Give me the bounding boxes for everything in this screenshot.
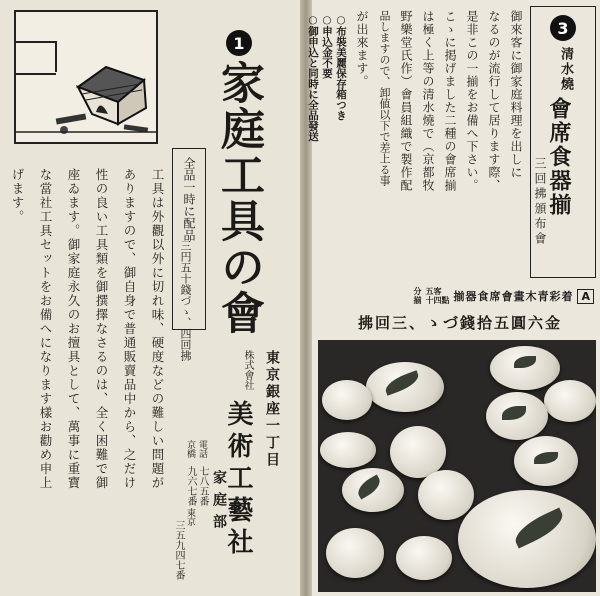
right-body-line: 野樂堂氏作）會員組織で製作配 — [399, 10, 413, 192]
bowl — [486, 392, 548, 440]
item-number: 3 — [557, 18, 569, 38]
caption-sub: 分 揃 — [413, 286, 422, 305]
bowl — [418, 470, 474, 520]
right-body-line: が出來ます。 — [355, 10, 369, 88]
phone-area-1: 京橋 — [185, 440, 195, 458]
left-body-line: 座ゐます。御家庭永久のお擅具として、萬事に重寶 — [66, 168, 81, 490]
bowl — [514, 436, 578, 486]
left-body-line: げます。 — [10, 168, 25, 224]
bowl — [490, 346, 560, 390]
leaf-pattern — [510, 508, 567, 549]
left-body-line: な當社工具セットをお備へになります樣お勸め申上 — [38, 168, 53, 490]
caption-side: 五客 十四點 — [425, 286, 450, 305]
bowl — [396, 536, 452, 580]
phone-number-1: 七八五番 — [197, 466, 208, 506]
leaf-pattern — [502, 406, 526, 420]
plate — [366, 362, 444, 412]
left-price: 三円五十錢づゝ、四回拂 — [179, 240, 192, 361]
right-body-line: なるのが流行して居ります際、 — [487, 10, 501, 192]
phone-number-2: 九六七番 — [185, 466, 196, 506]
note-text: 申込金不要 — [321, 26, 333, 79]
phone-label: 電話 — [197, 440, 207, 458]
left-body-line: 工具は外觀以外に切れ味、硬度などの難しい問題が — [150, 168, 165, 490]
left-title: 家庭工具の會 — [213, 60, 264, 336]
department: 家庭部 — [211, 470, 227, 536]
title-box — [530, 6, 596, 278]
caption-row — [326, 286, 594, 306]
right-body-line: 御來客に御家庭料理を出しに — [509, 10, 523, 179]
phone-area-2: 東京 — [185, 508, 195, 526]
bowl — [544, 380, 596, 422]
left-body-line: ありますので、御自身で普通販賣品中から、之だけ — [122, 168, 137, 490]
plate — [458, 490, 596, 588]
leaf-pattern — [354, 474, 384, 499]
leaf-pattern — [534, 452, 558, 464]
price-note: 全品一時に配品 — [182, 157, 196, 241]
doghouse-illustration — [14, 10, 158, 144]
right-body-line: 品しますので、卸値以下で差上る事 — [378, 10, 391, 186]
right-body-line: こゝに掲げました二種の會席揃 — [443, 10, 457, 192]
right-body-line: 是非この一揃をお備へ下さい。 — [465, 10, 479, 192]
bowl — [342, 468, 404, 512]
price-line: 金六圓五拾錢づゝ、三回拂 — [357, 314, 562, 332]
note-text: 御申込と同時に全品發送 — [307, 26, 319, 142]
plate — [322, 380, 372, 420]
company-prefix: 株式會社 — [242, 350, 253, 390]
note-item: ○御申込と同時に全品發送 — [307, 14, 319, 142]
ware-type: 清水燒 — [558, 47, 573, 92]
left-body-line: 性の良い工具類を御撰擇なさるのは、全く困難で御 — [94, 168, 109, 490]
item-number-badge-3 — [550, 15, 576, 41]
note-item: ○布裝美麗保存箱つき — [335, 14, 347, 121]
note-text: 布裝美麗保存箱つき — [335, 26, 347, 121]
caption-label: A — [577, 289, 594, 304]
leaf-pattern — [514, 356, 536, 368]
shop-address: 東京銀座一丁目 — [264, 350, 280, 469]
note-item: ○申込金不要 — [321, 14, 333, 79]
right-title: 會席食器揃 — [546, 97, 572, 217]
phone-extra: 三五九四七番 — [173, 520, 184, 580]
company-name: 美術工藝社 — [223, 400, 253, 560]
right-subtitle: 三回拂頒布會 — [533, 157, 547, 247]
plate — [320, 432, 376, 468]
caption-text: 着彩青木畫會席食器揃 — [453, 290, 574, 303]
item-number-badge-1 — [226, 30, 252, 56]
item-number: 1 — [233, 33, 245, 53]
tableware-photo — [318, 340, 596, 592]
right-body-line: は極く上等の清水燒で（京都牧 — [421, 10, 435, 192]
leaf-pattern — [383, 370, 422, 395]
bowl — [326, 528, 384, 578]
